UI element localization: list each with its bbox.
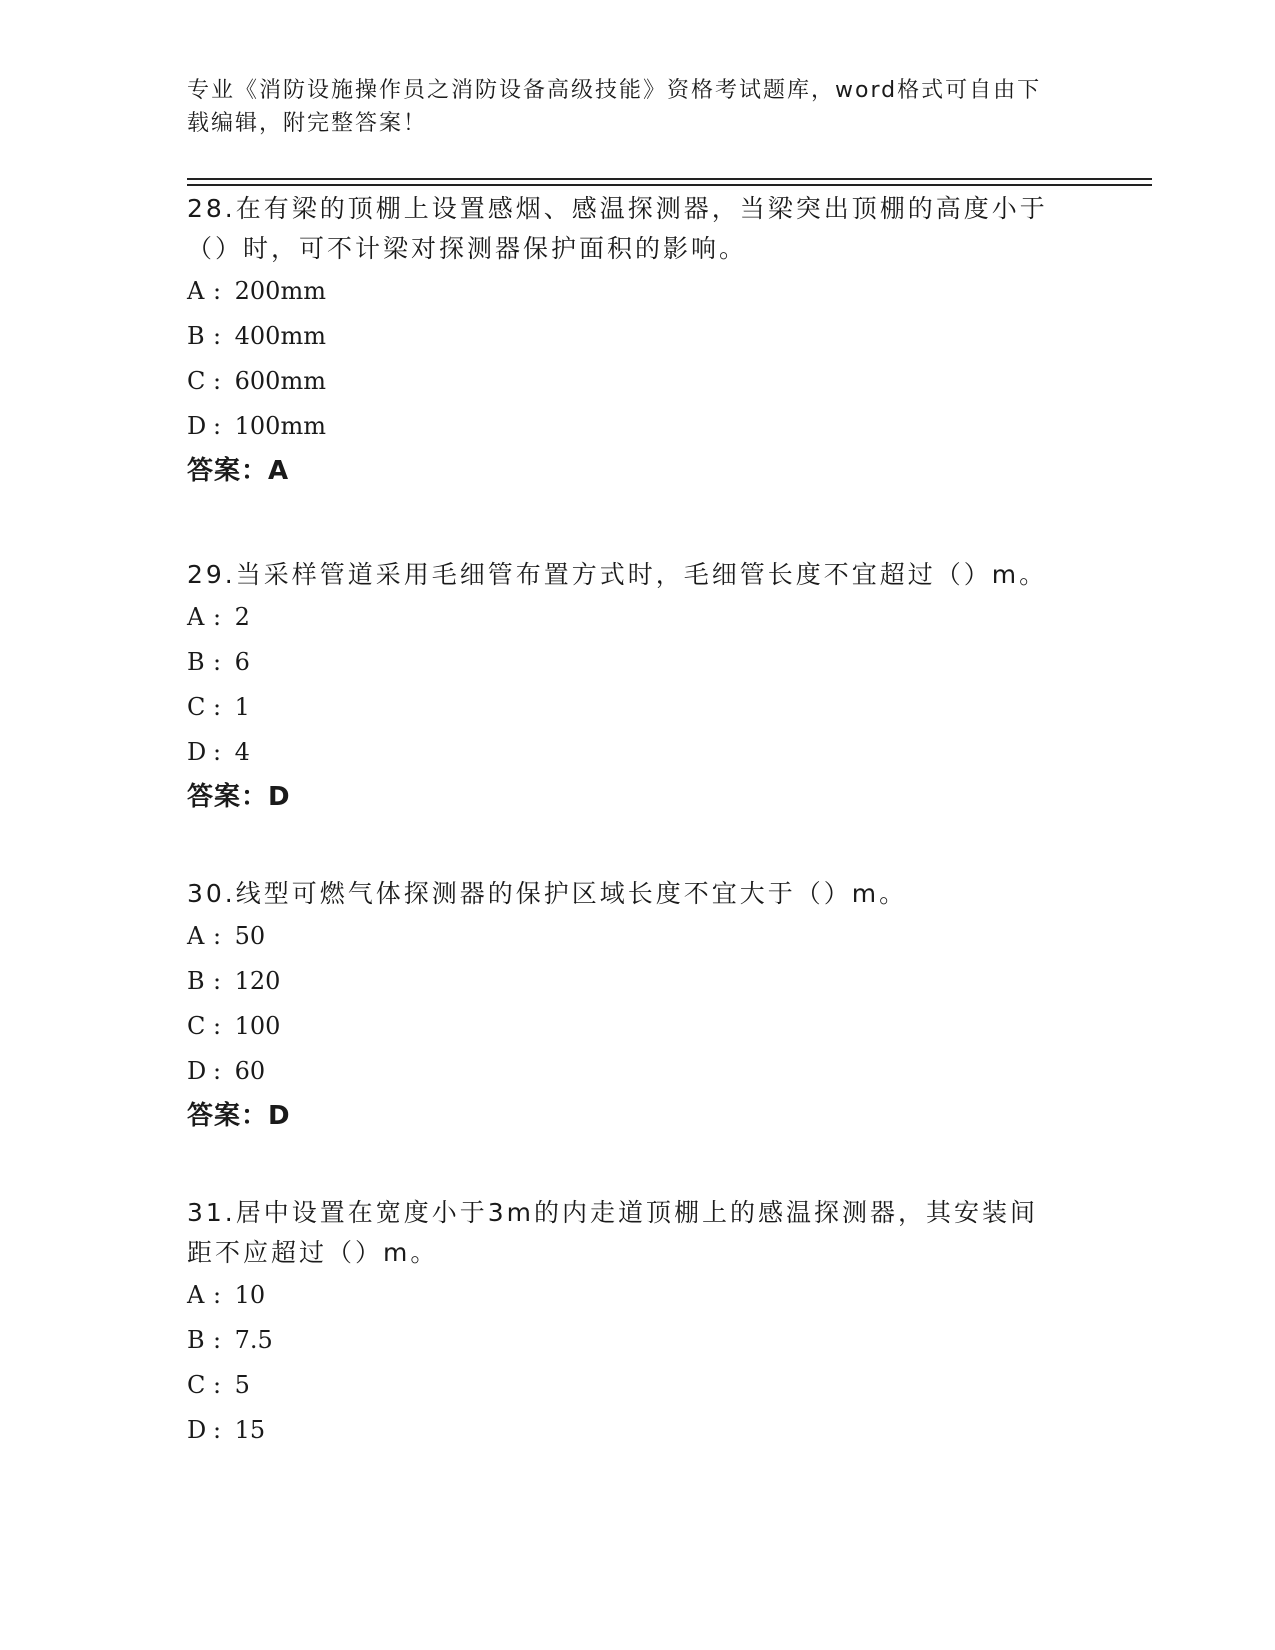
option-a: A : 10: [187, 1281, 266, 1309]
answer-label: 答案：D: [187, 782, 291, 812]
question-stem-line: 29.当采样管道采用毛细管布置方式时，毛细管长度不宜超过（）m。: [187, 560, 1048, 589]
question-stem: [187, 555, 1087, 595]
option-d: D : 100mm: [187, 412, 326, 440]
question-block: [187, 555, 1087, 819]
option-b: B : 7.5: [187, 1326, 273, 1354]
option-c: C : 100: [187, 1012, 281, 1040]
option-d: D : 60: [187, 1057, 266, 1085]
option-a: A : 200mm: [187, 277, 326, 305]
question-stem-line: （）时，可不计梁对探测器保护面积的影响。: [187, 234, 748, 263]
header-divider: [187, 178, 1152, 180]
option-b: B : 400mm: [187, 322, 326, 350]
header-line: 载编辑，附完整答案！: [187, 111, 428, 136]
question-stem-line: 30.线型可燃气体探测器的保护区域长度不宜大于（）m。: [187, 879, 908, 908]
option-c: C : 600mm: [187, 367, 326, 395]
question-block: [187, 189, 1087, 493]
document-header: [187, 74, 1087, 140]
question-block: [187, 874, 1087, 1138]
question-stem: [187, 874, 1087, 914]
question-block: [187, 1193, 1087, 1453]
option-a: A : 2: [187, 603, 250, 631]
question-stem-line: 31.居中设置在宽度小于3m的内走道顶棚上的感温探测器，其安装间: [187, 1198, 1039, 1227]
answer-label: 答案：D: [187, 1101, 291, 1131]
answer-label: 答案：A: [187, 456, 290, 486]
question-stem-line: 28.在有梁的顶棚上设置感烟、感温探测器，当梁突出顶棚的高度小于: [187, 194, 1048, 223]
option-d: D : 4: [187, 738, 250, 766]
option-c: C : 5: [187, 1371, 250, 1399]
header-line: 专业《消防设施操作员之消防设备高级技能》资格考试题库，word格式可自由下: [187, 78, 1042, 103]
header-divider: [187, 184, 1152, 186]
option-c: C : 1: [187, 693, 250, 721]
option-b: B : 120: [187, 967, 281, 995]
question-stem: [187, 189, 1087, 269]
question-stem: [187, 1193, 1087, 1273]
option-d: D : 15: [187, 1416, 266, 1444]
option-b: B : 6: [187, 648, 250, 676]
question-stem-line: 距不应超过（）m。: [187, 1238, 439, 1267]
option-a: A : 50: [187, 922, 266, 950]
